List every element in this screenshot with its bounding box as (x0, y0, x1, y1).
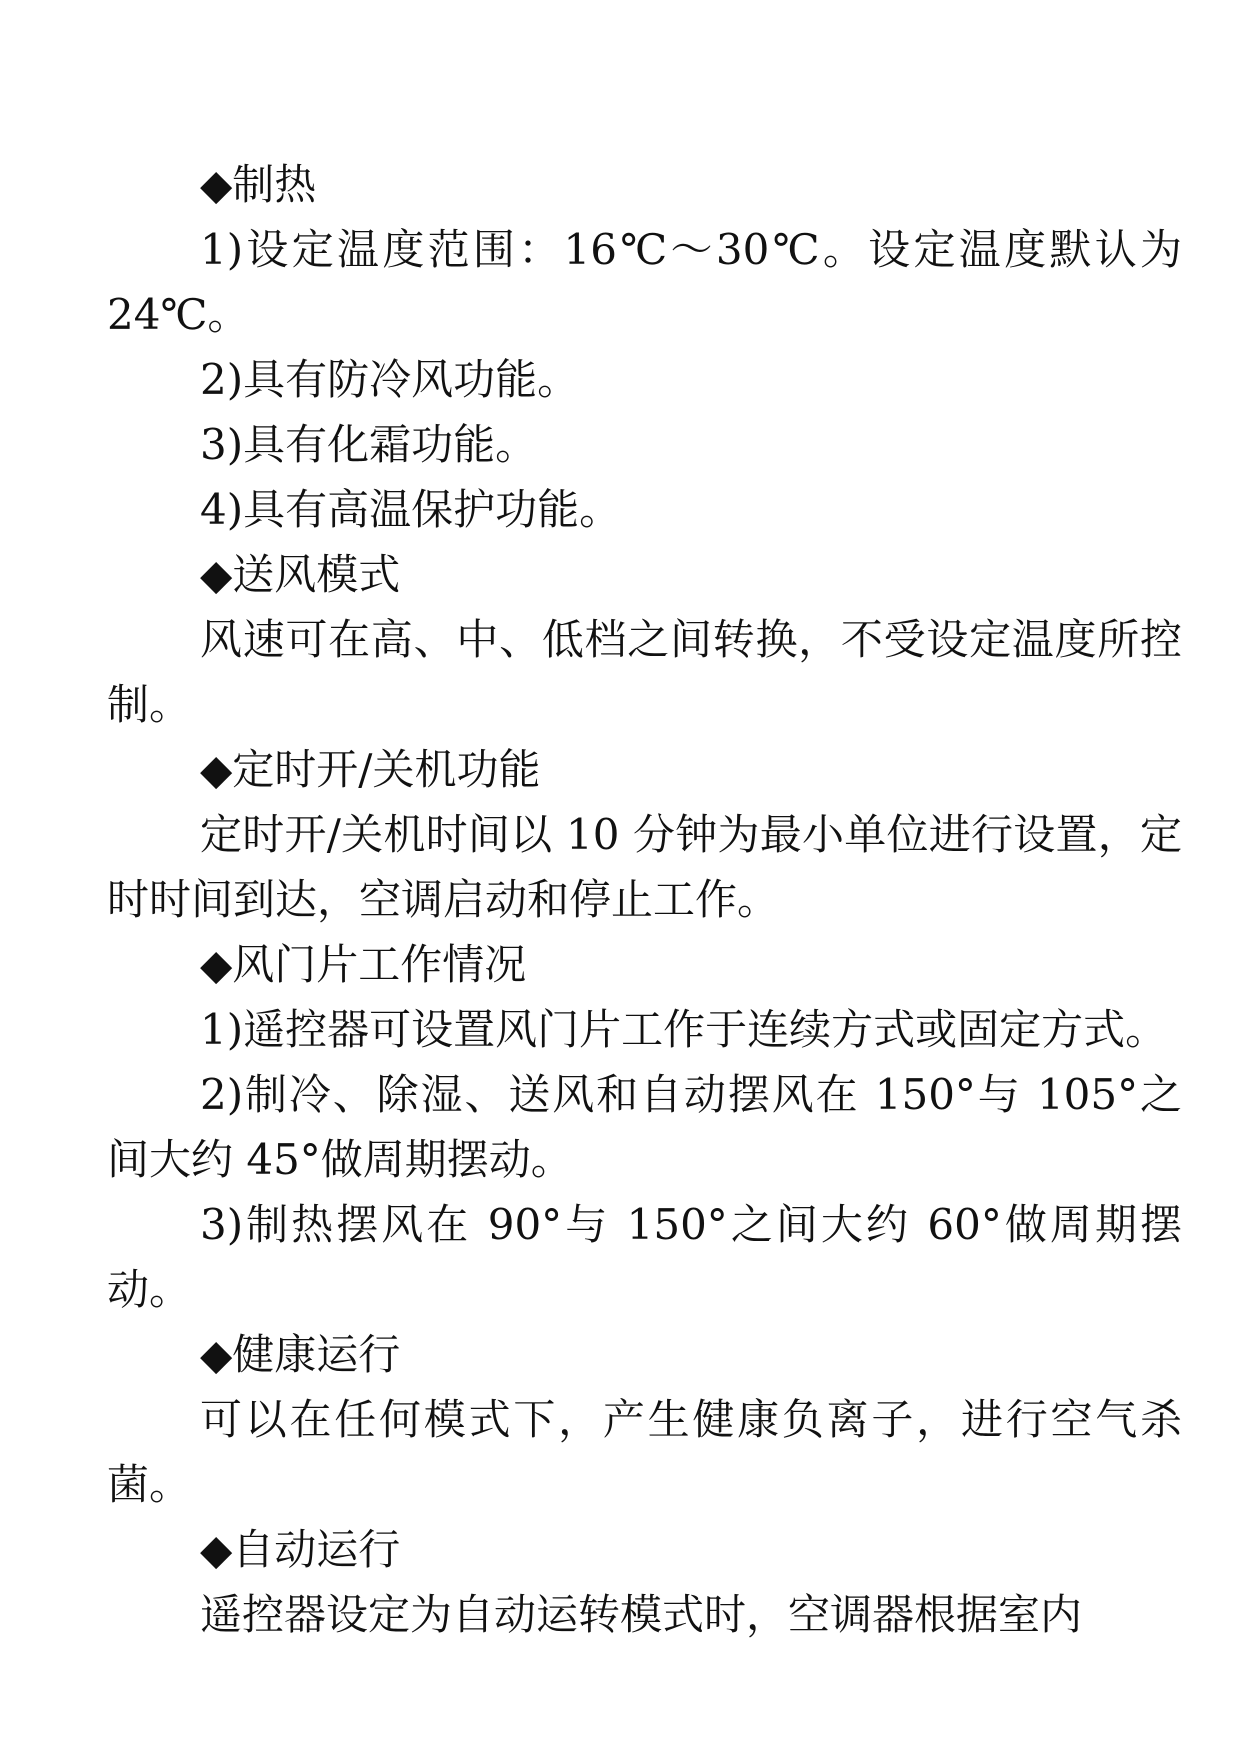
paragraph-temperature-range: 1)设定温度范围：16℃～30℃。设定温度默认为24℃。 (107, 225, 1182, 339)
section-heading-heating: ◆制热 (200, 160, 317, 209)
section-heading-timer: ◆定时开/关机功能 (200, 745, 541, 794)
section-heading-fan-mode: ◆送风模式 (200, 550, 401, 599)
section-heading-louver: ◆风门片工作情况 (200, 940, 527, 989)
paragraph-timer: 定时开/关机时间以 10 分钟为最小单位进行设置，定时时间到达，空调启动和停止工作。 (107, 810, 1182, 924)
paragraph-louver-heating-swing: 3)制热摆风在 90°与 150°之间大约 60°做周期摆动。 (107, 1200, 1182, 1314)
section-heading-health: ◆健康运行 (200, 1330, 401, 1379)
paragraph-defrost: 3)具有化霜功能。 (200, 420, 538, 469)
section-heading-auto: ◆自动运行 (200, 1525, 401, 1574)
paragraph-anti-cold-wind: 2)具有防冷风功能。 (200, 355, 580, 404)
paragraph-louver-cooling-swing: 2)制冷、除湿、送风和自动摆风在 150°与 105°之间大约 45°做周期摆动。 (107, 1070, 1182, 1184)
paragraph-high-temp-protection: 4)具有高温保护功能。 (200, 485, 622, 534)
paragraph-health: 可以在任何模式下，产生健康负离子，进行空气杀菌。 (107, 1395, 1182, 1509)
document-body (107, 152, 1182, 1647)
paragraph-louver-mode: 1)遥控器可设置风门片工作于连续方式或固定方式。 (200, 1005, 1168, 1054)
paragraph-auto: 遥控器设定为自动运转模式时，空调器根据室内 (200, 1590, 1083, 1639)
paragraph-fan-speed: 风速可在高、中、低档之间转换，不受设定温度所控制。 (107, 615, 1182, 729)
